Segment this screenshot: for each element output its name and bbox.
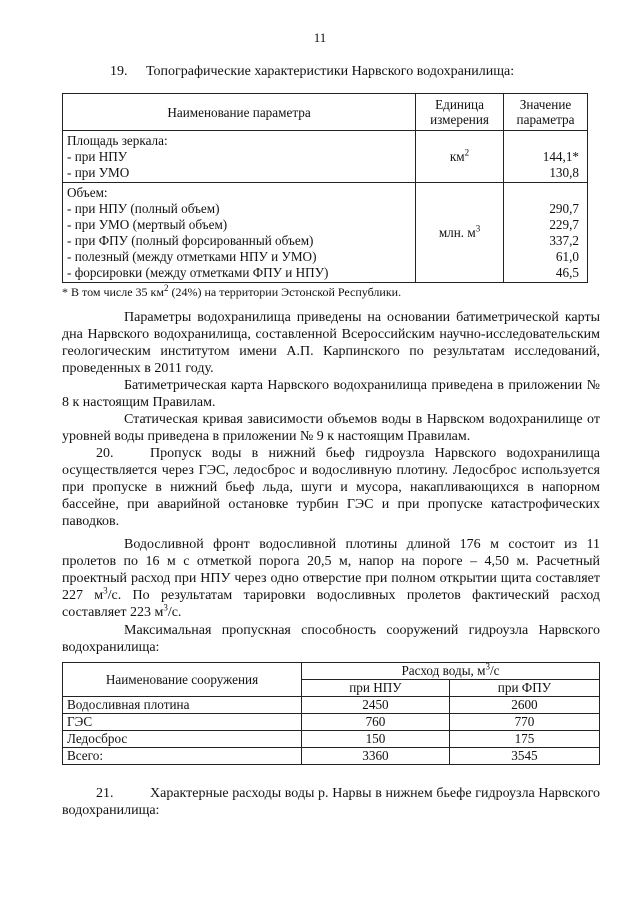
flow-capacity-table [62,662,600,765]
volume-value: 290,7 [549,201,579,216]
table-header-row [63,94,588,131]
header-unit-l2: измерения [430,112,489,127]
header-value [504,94,588,131]
paragraph [62,622,600,656]
volume-row-label: - полезный (между отметками НПУ и УМО) [67,249,317,264]
volume-label: Объем: [67,185,108,200]
area-values [504,131,588,183]
table-row [63,748,600,765]
paragraph-section-20 [62,445,600,530]
table-row [63,714,600,731]
table-row-area [63,131,588,183]
header-npu: при НПУ [302,680,450,697]
paragraph [62,377,600,411]
structure-name: Ледосброс [63,731,302,748]
header-value-l2: параметра [516,112,575,127]
paragraph [62,536,600,621]
flow-npu: 760 [302,714,450,731]
footnote-pre: * В том числе 35 км [62,285,164,299]
unit-sup: 3 [163,602,168,613]
structure-name: Всего: [63,748,302,765]
volume-value: 229,7 [549,217,579,232]
paragraph-text: Параметры водохранилища приведены на основании батиметрической карты дна Нарвского водохранилища, составленной Всероссийским научно-исследовательским геологическим институтом имени А.П. Карпинского по результатам исследований, проведенных в 2011 году. [62,310,600,376]
header-flow-sup: 3 [485,661,490,672]
header-structure-name: Наименование сооружения [63,663,302,697]
paragraph-section-21 [62,785,600,819]
volume-unit [416,183,504,283]
footnote-sup: 2 [163,283,169,293]
table-row [63,697,600,714]
area-row-label: - при УМО [67,165,130,180]
paragraph-text: Водосливной фронт водосливной плотины длиной 176 м состоит из 11 пролетов по 16 м с отметкой порога 20,5 м, напор на пороге – 4,50 м. Расчетный проектный расход при НПУ через одно отверстие при полном открытии щита составляет 227 м [62,537,600,603]
header-param: Наименование параметра [63,94,416,131]
paragraph-text: Пропуск воды в нижний бьеф гидроузла Нарвского водохранилища осуществляется через ГЭС, ледосброс и водосливную плотину. Ледосброс используется при пропуске в нижний бьеф льда, шуги и мусора, накапливающихся в напорном бассейне, при аварийной остановке турбин ГЭС и при пропуске катастрофических паводков. [62,446,600,529]
structure-name: Водосливная плотина [63,697,302,714]
header-flow-post: /с [490,663,500,678]
volume-value: 61,0 [555,249,579,264]
section-number: 19. [110,64,128,79]
flow-fpu: 2600 [449,697,599,714]
paragraph-text: /с. По результатам тарировки водосливных пролетов фактический расход составляет 223 м [62,588,601,620]
header-unit-l1: Единица [435,97,484,112]
table-row-volume [63,183,588,283]
section-19-heading [110,64,514,80]
volume-row-label: - при НПУ (полный объем) [67,201,220,216]
area-labels [63,131,416,183]
paragraph-text: Батиметрическая карта Нарвского водохранилища приведена в приложении № 8 к настоящим Правилам. [62,378,600,410]
area-row-label: - при НПУ [67,149,128,164]
header-flow [302,663,600,680]
paragraph-text: Максимальная пропускная способность сооружений гидроузла Нарвского водохранилища: [62,623,600,655]
flow-npu: 2450 [302,697,450,714]
paragraph [62,309,600,377]
volume-unit-text: млн. м [438,224,476,240]
header-flow-text: Расход воды, м [401,663,486,678]
section-number: 21. [96,786,114,801]
area-unit-text: км [449,148,465,164]
table-row [63,731,600,748]
area-label: Площадь зеркала: [67,133,168,148]
volume-row-label: - форсировки (между отметками ФПУ и НПУ) [67,265,329,280]
volume-labels [63,183,416,283]
header-value-l1: Значение [519,97,572,112]
header-unit [416,94,504,131]
footnote [62,285,401,300]
area-unit [416,131,504,183]
volume-row-label: - при УМО (мертвый объем) [67,217,228,232]
unit-sup: 3 [103,585,108,596]
footnote-post: (24%) на территории Эстонской Республики. [168,285,402,299]
area-value: 144,1* [542,149,579,164]
flow-fpu: 175 [449,731,599,748]
volume-row-label: - при ФПУ (полный форсированный объем) [67,233,314,248]
paragraph [62,411,600,445]
flow-fpu: 770 [449,714,599,731]
topographic-table [62,93,588,283]
volume-value: 46,5 [555,265,579,280]
volume-unit-sup: 3 [475,223,481,234]
flow-npu: 3360 [302,748,450,765]
flow-npu: 150 [302,731,450,748]
header-fpu: при ФПУ [449,680,599,697]
paragraph-text: /с. [167,605,182,620]
area-unit-sup: 2 [464,147,470,158]
section-number: 20. [96,446,114,461]
volume-value: 337,2 [549,233,579,248]
section-title: Топографические характеристики Нарвского водохранилища: [146,64,515,79]
paragraph-text: Статическая кривая зависимости объемов воды в Нарвском водохранилище от уровней воды приведена в приложении № 9 к настоящим Правилам. [62,412,600,444]
paragraph-text: Характерные расходы воды р. Нарвы в нижнем бьефе гидроузла Нарвского водохранилища: [62,786,600,818]
page-number: 11 [313,30,327,45]
structure-name: ГЭС [63,714,302,731]
area-value: 130,8 [549,165,579,180]
volume-values [504,183,588,283]
table-header-row [63,663,600,680]
flow-fpu: 3545 [449,748,599,765]
